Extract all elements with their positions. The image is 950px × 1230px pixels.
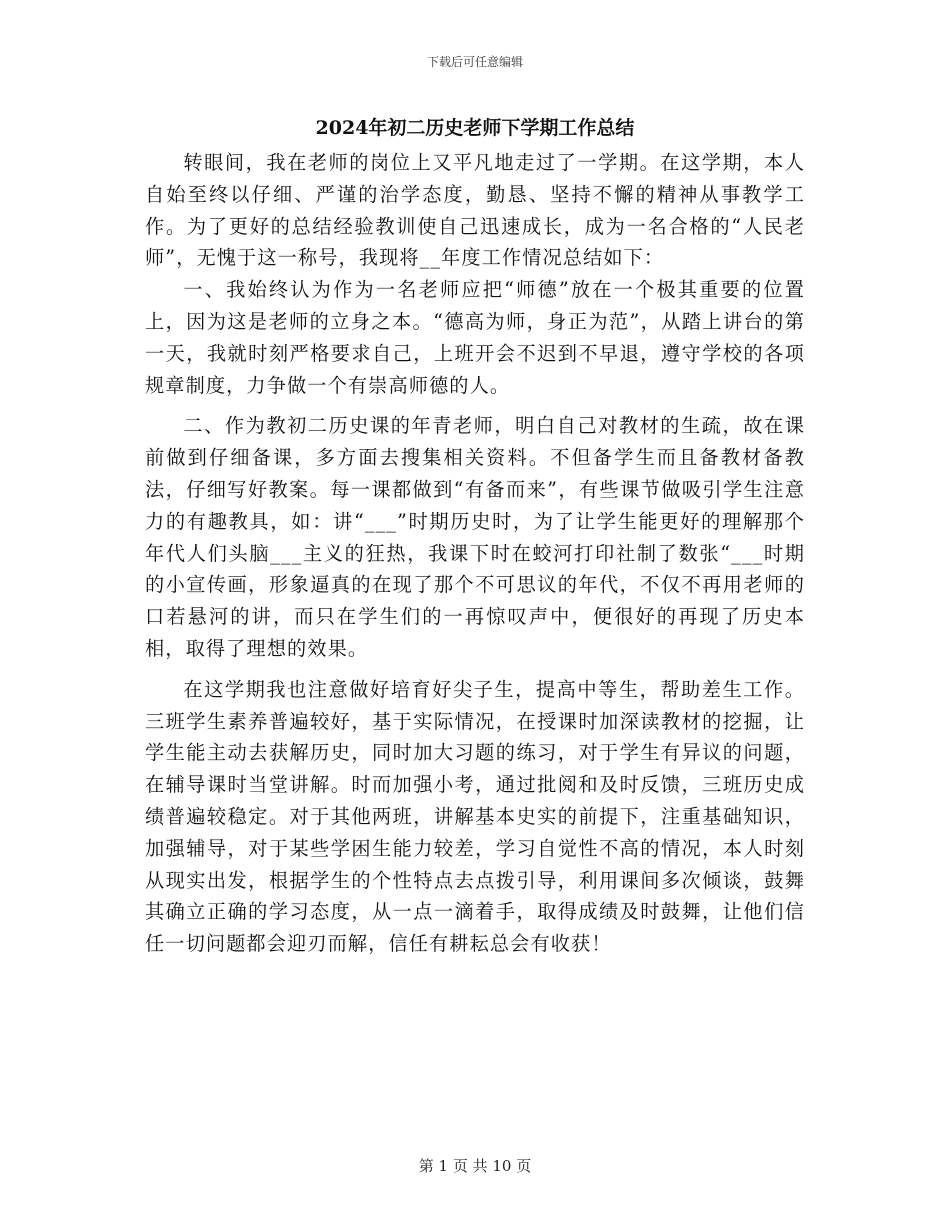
paragraph-section-3: 在这学期我也注意做好培育好尖子生，提高中等生，帮助差生工作。三班学生素养普遍较好，基于实际情况，在授课时加深读教材的挖掘，让学生能主动去获解历史，同时加大习题的练习，对于学生有异议的问题，在辅导课时当堂讲解。时而加强小考，通过批阅和及时反馈，三班历史成绩普遍较稳定。对于其他两班，讲解基本史实的前提下，注重基础知识，加强辅导，对于某些学困生能力较差，学习自觉性不高的情况，本人时刻从现实出发，根据学生的个性特点去点拨引导，利用课间多次倾谈，鼓舞其确立正确的学习态度，从一点一滴着手，取得成绩及时鼓舞，让他们信任一切问题都会迎刃而解，信任有耕耘总会有收获！ [145, 677, 805, 956]
header-note: 下载后可任意编辑 [426, 55, 523, 69]
paragraph-intro: 转眼间，我在老师的岗位上又平凡地走过了一学期。在这学期，本人自始至终以仔细、严谨的治学态度，勤恳、坚持不懈的精神从事教学工作。为了更好的总结经验教训使自己迅速成长，成为一名合格的“人民老师”，无愧于这一称号，我现将__年度工作情况总结如下： [145, 151, 805, 270]
page-title: 2024年初二历史老师下学期工作总结 [315, 117, 635, 139]
paragraph-section-2: 二、作为教初二历史课的年青老师，明白自己对教材的生疏，故在课前做到仔细备课，多方面去搜集相关资料。不但备学生而且备教材备教法，仔细写好教案。每一课都做到“有备而来”，有些课节做吸引学生注意力的有趣教具，如：讲“___”时期历史时，为了让学生能更好的理解那个年代人们头脑___主义的狂热，我课下时在蛟河打印社制了数张“___时期的小宣传画，形象逼真的在现了那个不可思议的年代，不仅不再用老师的口若悬河的讲，而只在学生们的一再惊叹声中，便很好的再现了历史本相，取得了理想的效果。 [145, 414, 805, 660]
paragraph-section-1: 一、我始终认为作为一名老师应把“师德”放在一个极其重要的位置上，因为这是老师的立身之本。“德高为师，身正为范”，从踏上讲台的第一天，我就时刻严格要求自己，上班开会不迟到不早退，遵守学校的各项规章制度，力争做一个有崇高师德的人。 [145, 278, 805, 397]
document-body [145, 147, 805, 960]
page-indicator: 第 1 页 共 10 页 [418, 1157, 532, 1175]
